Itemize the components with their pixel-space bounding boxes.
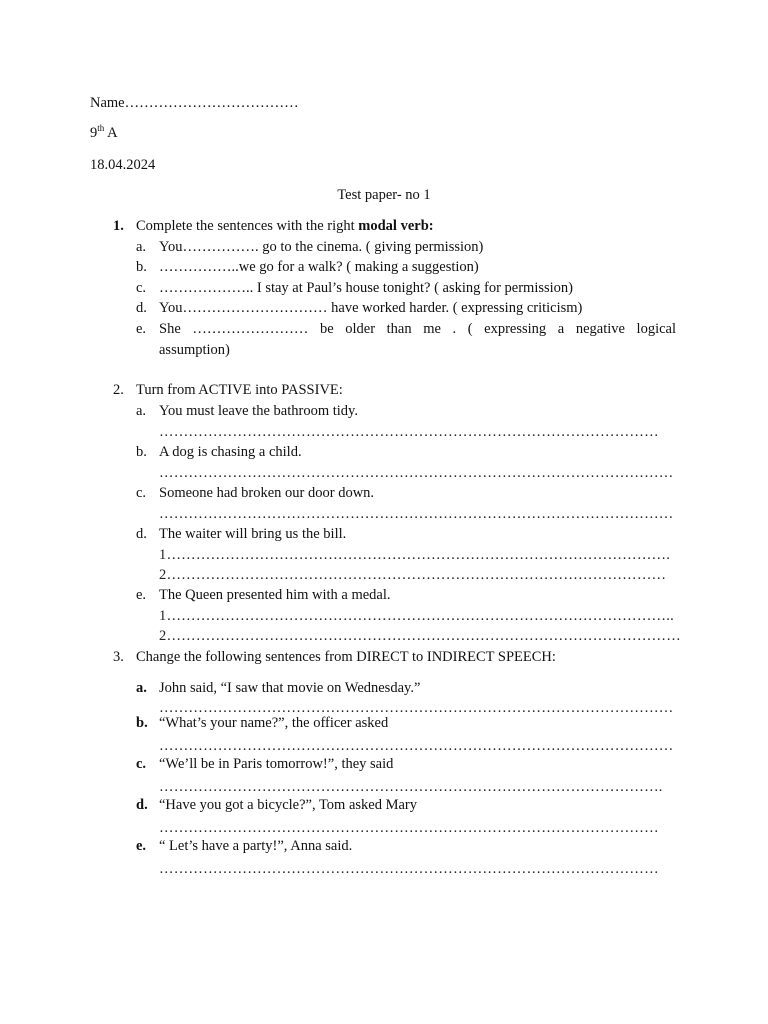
date: 18.04.2024 [90,157,156,173]
s2-item-d-text: The waiter will bring us the bill. [159,526,347,542]
s1-item-c-text[interactable]: ……………….. I stay at Paul’s house tonight? ( asking for permission) [159,280,574,296]
s2-item-c-answer-line[interactable]: …………………………………………………………………………………………… [159,506,674,522]
s3-item-b-label: b. [136,715,148,731]
s1-item-c-label: c. [136,280,147,296]
s3-item-c-label: c. [136,756,147,772]
s3-item-c-text: “We’ll be in Paris tomorrow!”, they said [159,756,394,772]
s1-item-b-text[interactable]: ……………..we go for a walk? ( making a suggestion) [159,259,479,275]
section1-instruction [136,216,434,236]
s2-item-e-answer-line-2[interactable]: 2…………………………………………………………………………………………… [159,628,681,644]
class-suffix: th [97,123,105,134]
section2-number: 2. [113,382,124,398]
s2-item-b-answer-line[interactable]: …………………………………………………………………………………………… [159,465,674,481]
section3-instruction: Change the following sentences from DIRECT to INDIRECT SPEECH: [136,649,556,665]
s2-item-d-answer-line-1[interactable]: 1…………………………………………………………………………………………. [159,547,671,563]
s1-item-e-label: e. [136,321,147,337]
page-title: Test paper- no 1 [337,187,431,203]
s2-item-a-text: You must leave the bathroom tidy. [159,403,358,419]
s3-item-d-text: “Have you got a bicycle?”, Tom asked Mary [159,797,418,813]
s3-item-e-label: e. [136,838,147,854]
s2-item-b-text: A dog is chasing a child. [159,444,302,460]
s3-item-c-answer-line[interactable]: …………………………………………………………………………………………. [159,779,663,795]
s3-item-e-answer-line[interactable]: ………………………………………………………………………………………… [159,861,659,877]
s2-item-e-label: e. [136,587,147,603]
s1-item-b-label: b. [136,259,147,275]
s2-item-c-text: Someone had broken our door down. [159,485,375,501]
s1-item-a-text[interactable]: You……………. go to the cinema. ( giving permission) [159,239,484,255]
class-number: 9 [90,125,98,141]
s3-item-a-answer-line[interactable]: …………………………………………………………………………………………… [159,700,674,716]
s2-item-c-label: c. [136,485,147,501]
s1-item-a-label: a. [136,239,147,255]
section3-number: 3. [113,649,124,665]
s3-item-b-answer-line[interactable]: …………………………………………………………………………………………… [159,738,674,754]
class-label [90,123,118,143]
s2-item-e-answer-line-1[interactable]: 1………………………………………………………………………………………….. [159,608,674,624]
s3-item-a-text: John said, “I saw that movie on Wednesday.” [159,680,421,696]
class-letter: A [104,125,118,141]
section1-instruction-bold: modal verb: [358,218,434,234]
s3-item-d-label: d. [136,797,148,813]
s3-item-d-answer-line[interactable]: ………………………………………………………………………………………… [159,820,659,836]
s2-item-b-label: b. [136,444,147,460]
s3-item-e-text: “ Let’s have a party!”, Anna said. [159,838,353,854]
s3-item-b-text: “What’s your name?”, the officer asked [159,715,389,731]
section1-instruction-text: Complete the sentences with the right [136,218,359,234]
name-line[interactable]: Name……………………………… [90,95,299,111]
s1-item-e-text-line2: assumption) [159,342,230,358]
s1-item-e-text-line1[interactable]: She …………………… be older than me . ( expressing a negative logical [159,321,676,337]
s2-item-d-label: d. [136,526,147,542]
s3-item-a-label: a. [136,680,147,696]
s2-item-a-answer-line[interactable]: ………………………………………………………………………………………… [159,424,659,440]
s1-item-d-text[interactable]: You………………………… have worked harder. ( expressing criticism) [159,300,583,316]
s1-item-d-label: d. [136,300,147,316]
section1-number: 1. [113,218,124,234]
s2-item-d-answer-line-2[interactable]: 2………………………………………………………………………………………… [159,567,667,583]
s2-item-a-label: a. [136,403,147,419]
section2-instruction: Turn from ACTIVE into PASSIVE: [136,382,343,398]
s2-item-e-text: The Queen presented him with a medal. [159,587,391,603]
